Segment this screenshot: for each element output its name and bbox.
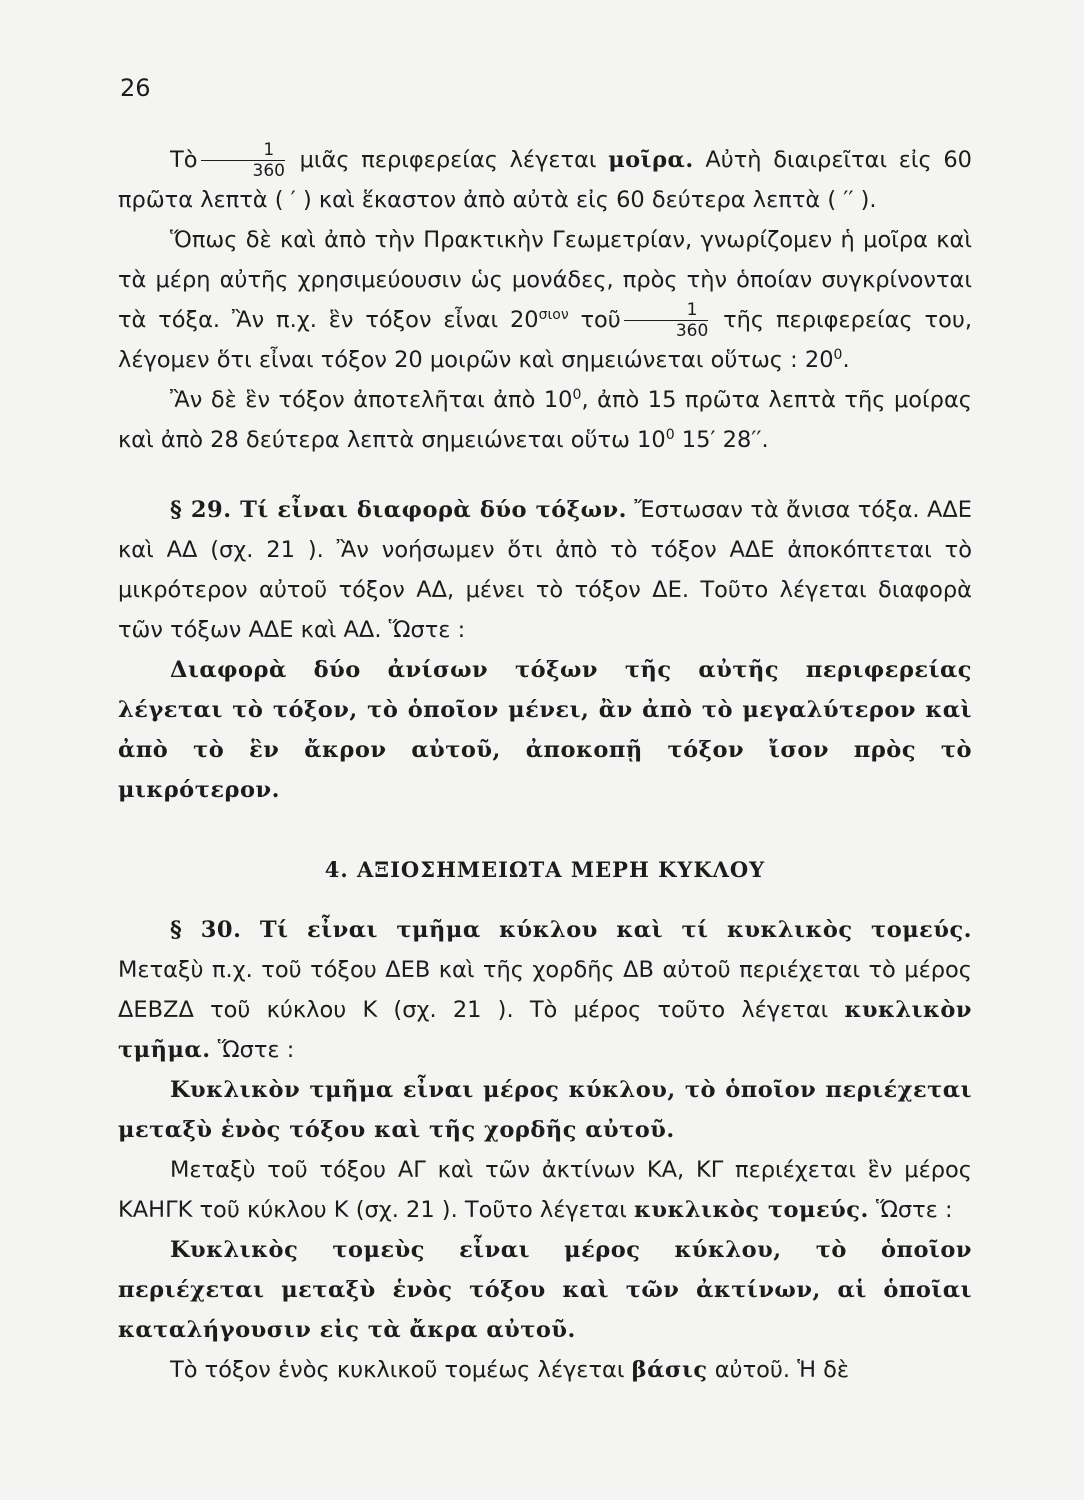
text-run: τοῦ: [568, 307, 621, 333]
text-run: Ὅπως δὲ καὶ ἀπὸ τὴν Πρακτικὴν Γεωμετρίαν, γνωρίζομεν ἡ μοῖρα καὶ τὰ μέρη αὐτῆς χρησιμεύουσιν ὡς μονάδες, πρὸς τὴν ὁποίαν συγκρίνονται τὰ τόξα. Ἂν π.χ. ἓν τόξον εἶναι 20: [118, 227, 972, 333]
text-run: μιᾶς περιφερείας λέγεται: [287, 147, 609, 173]
paragraph-arc-notation: [118, 380, 972, 460]
degree-mark: 0: [665, 427, 675, 443]
fraction-denominator: 360: [675, 320, 709, 341]
term-base: βάσις: [631, 1357, 708, 1383]
chapter-heading: 4. ΑΞΙΟΣΗΜΕΙΩΤΑ ΜΕΡΗ ΚΥΚΛΟΥ: [324, 857, 766, 882]
text-run: Ὥστε :: [210, 1037, 295, 1063]
degree-mark: 0: [833, 347, 843, 363]
term-circular-sector: κυκλικὸς τομεύς.: [633, 1197, 869, 1223]
text-run: , ἀπὸ 15 πρῶτα λεπτὰ τῆς μοίρας καὶ ἀπὸ 28 δεύτερα λεπτὰ σημειώνεται οὕτω 10: [118, 387, 972, 453]
degree-mark: 0: [572, 387, 582, 403]
definition-circular-segment: Κυκλικὸν τμῆμα εἶναι μέρος κύκλου, τὸ ὁποῖον περιέχεται μεταξὺ ἑνὸς τόξου καὶ τῆς χορδῆς αὐτοῦ.: [118, 1077, 972, 1143]
text-run: Αὐτὴ διαιρεῖται εἰς 60 πρῶτα λεπτὰ ( ′ ) καὶ ἕκαστον ἀπὸ αὐτὰ εἰς 60 δεύτερα λεπτὰ ( ′′ ).: [118, 147, 972, 213]
text-run: .: [842, 347, 850, 373]
fraction-numerator: 1: [624, 302, 708, 321]
superscript: σιον: [538, 307, 569, 323]
section-30-title: § 30. Τί εἶναι τμῆμα κύκλου καὶ τί κυκλικὸς τομεύς.: [170, 917, 972, 943]
section-29-title: § 29. Τί εἶναι διαφορὰ δύο τόξων.: [170, 497, 627, 523]
page-body: [118, 140, 972, 1390]
paragraph-sector: [118, 1150, 972, 1230]
fraction-1-360: [624, 299, 709, 341]
term-moira: μοῖρα.: [608, 147, 694, 173]
text-run: αὐτοῦ. Ἡ δὲ: [707, 1357, 850, 1383]
term-circular-segment: κυκλικὸν τμῆμα.: [118, 997, 972, 1063]
definition-circular-sector: Κυκλικὸς τομεὺς εἶναι μέρος κύκλου, τὸ ὁποῖον περιέχεται μεταξὺ ἑνὸς τόξου καὶ τῶν ἀκτίνων, αἱ ὁποῖαι καταλήγουσιν εἰς τὰ ἄκρα αὐτοῦ.: [118, 1237, 972, 1343]
paragraph-sector-base: [118, 1350, 972, 1390]
text-run: Ἂν δὲ ἓν τόξον ἀποτελῆται ἀπὸ 10: [170, 387, 573, 413]
section-30: [118, 910, 972, 1070]
fraction-1-360: [201, 139, 285, 181]
text-run: Τὸ: [170, 147, 198, 173]
section-29: [118, 490, 972, 650]
text-run: Ἔστωσαν τὰ ἄνισα τόξα. ΑΔΕ καὶ ΑΔ (σχ. 21 ). Ἂν νοήσωμεν ὅτι ἀπὸ τὸ τόξον ΑΔΕ ἀποκόπτεται τὸ μικρότερον αὐτοῦ τόξον ΑΔ, μένει τὸ τόξον ΔΕ. Τοῦτο λέγεται διαφορὰ τῶν τόξων ΑΔΕ καὶ ΑΔ. Ὥστε :: [118, 497, 972, 643]
text-run: Μεταξὺ π.χ. τοῦ τόξου ΔΕΒ καὶ τῆς χορδῆς ΔΒ αὐτοῦ περιέχεται τὸ μέρος ΔΕΒΖΔ τοῦ κύκλου Κ (σχ. 21 ). Τὸ μέρος τοῦτο λέγεται: [118, 957, 972, 1023]
fraction-numerator: 1: [201, 142, 285, 161]
text-run: τῆς περιφερείας του, λέγομεν ὅτι εἶναι τόξον 20 μοιρῶν καὶ σημειώνεται οὕτως : 20: [118, 307, 973, 373]
fraction-denominator: 360: [252, 160, 285, 181]
text-run: 15′ 28′′.: [674, 427, 769, 453]
paragraph-units: [118, 220, 972, 380]
text-run: Τὸ τόξον ἑνὸς κυκλικοῦ τομέως λέγεται: [170, 1357, 632, 1383]
paragraph-moira: [118, 140, 972, 220]
text-run: Ὥστε :: [868, 1197, 953, 1223]
page-number: 26: [120, 74, 151, 102]
text-run: Μεταξὺ τοῦ τόξου ΑΓ καὶ τῶν ἀκτίνων ΚΑ, ΚΓ περιέχεται ἓν μέρος ΚΑΗΓΚ τοῦ κύκλου Κ (σχ. 21 ). Τοῦτο λέγεται: [118, 1157, 972, 1223]
definition-arc-difference: Διαφορὰ δύο ἀνίσων τόξων τῆς αὐτῆς περιφερείας λέγεται τὸ τόξον, τὸ ὁποῖον μένει, ἂν ἀπὸ τὸ μεγαλύτερον καὶ ἀπὸ τὸ ἓν ἄκρον αὐτοῦ, ἀποκοπῇ τόξον ἴσον πρὸς τὸ μικρότερον.: [118, 657, 972, 803]
